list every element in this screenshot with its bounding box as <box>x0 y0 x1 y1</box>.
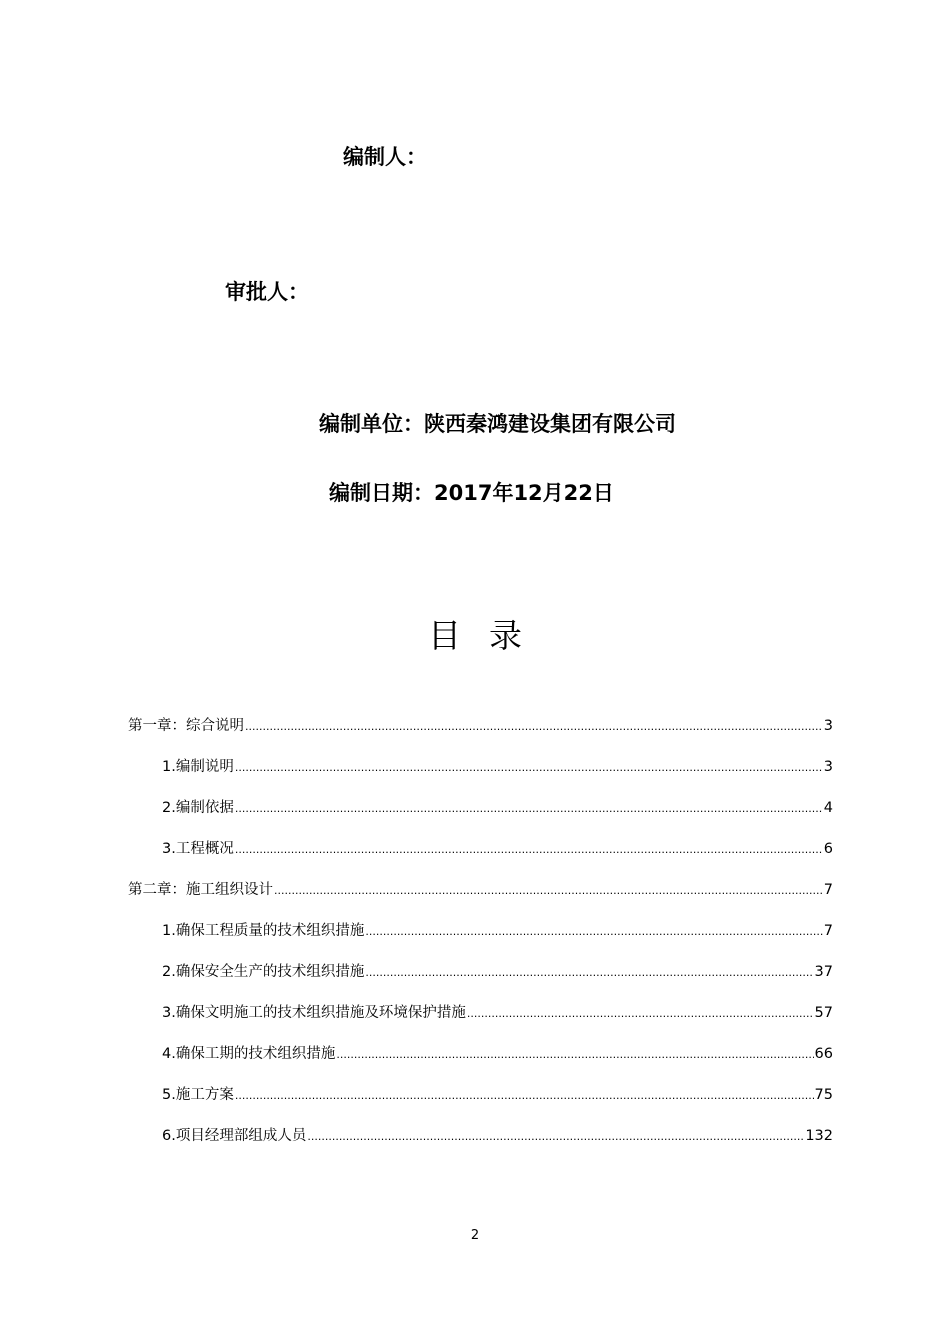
toc-dot-leader <box>467 1002 814 1026</box>
toc-entry[interactable] <box>128 878 833 919</box>
toc-entry-page: 7 <box>823 923 833 939</box>
toc-entry-page: 132 <box>805 1128 833 1144</box>
toc-entry[interactable] <box>128 919 833 960</box>
toc-entry-label: 1.确保工程质量的技术组织措施 <box>162 923 365 939</box>
toc-entry-page: 3 <box>823 718 833 734</box>
toc-entry-label: 1.编制说明 <box>162 759 234 775</box>
toc-entry[interactable] <box>128 1124 833 1165</box>
toc-entry-label: 2.编制依据 <box>162 800 234 816</box>
toc-entry-label: 3.确保文明施工的技术组织措施及环境保护措施 <box>162 1005 466 1021</box>
compiling-unit: 编制单位：陕西秦鸿建设集团有限公司 <box>319 412 676 436</box>
toc-dot-leader <box>365 920 822 944</box>
toc-entry-page: 4 <box>823 800 833 816</box>
toc-entry[interactable] <box>128 755 833 796</box>
toc-entry[interactable] <box>128 1001 833 1042</box>
table-of-contents <box>128 714 833 1165</box>
page-number: 2 <box>470 1228 480 1243</box>
toc-entry-page: 6 <box>823 841 833 857</box>
toc-title: 目录 <box>428 616 550 655</box>
toc-entry-page: 75 <box>814 1087 833 1103</box>
compiler-label: 编制人： <box>343 145 427 169</box>
toc-entry-label: 6.项目经理部组成人员 <box>162 1128 307 1144</box>
toc-entry-label: 3.工程概况 <box>162 841 234 857</box>
toc-dot-leader <box>235 1084 814 1108</box>
toc-dot-leader <box>365 961 813 985</box>
toc-entry-label: 5.施工方案 <box>162 1087 234 1103</box>
toc-entry[interactable] <box>128 1083 833 1124</box>
toc-entry-label: 2.确保安全生产的技术组织措施 <box>162 964 365 980</box>
toc-entry-label: 第一章：综合说明 <box>128 718 244 734</box>
toc-dot-leader <box>235 756 823 780</box>
toc-entry[interactable] <box>128 960 833 1001</box>
toc-entry[interactable] <box>128 837 833 878</box>
toc-dot-leader <box>307 1125 804 1149</box>
compiling-date: 编制日期：2017年12月22日 <box>329 481 614 505</box>
toc-dot-leader <box>274 879 823 903</box>
toc-entry-page: 66 <box>814 1046 833 1062</box>
toc-dot-leader <box>235 838 823 862</box>
toc-entry[interactable] <box>128 714 833 755</box>
toc-dot-leader <box>336 1043 813 1067</box>
toc-entry-label: 第二章：施工组织设计 <box>128 882 273 898</box>
toc-entry-page: 57 <box>814 1005 833 1021</box>
toc-entry[interactable] <box>128 796 833 837</box>
toc-entry-page: 7 <box>823 882 833 898</box>
toc-entry-page: 37 <box>814 964 833 980</box>
toc-dot-leader <box>235 797 823 821</box>
toc-entry[interactable] <box>128 1042 833 1083</box>
toc-entry-page: 3 <box>823 759 833 775</box>
toc-entry-label: 4.确保工期的技术组织措施 <box>162 1046 336 1062</box>
approver-label: 审批人： <box>225 280 309 304</box>
toc-dot-leader <box>245 715 823 739</box>
